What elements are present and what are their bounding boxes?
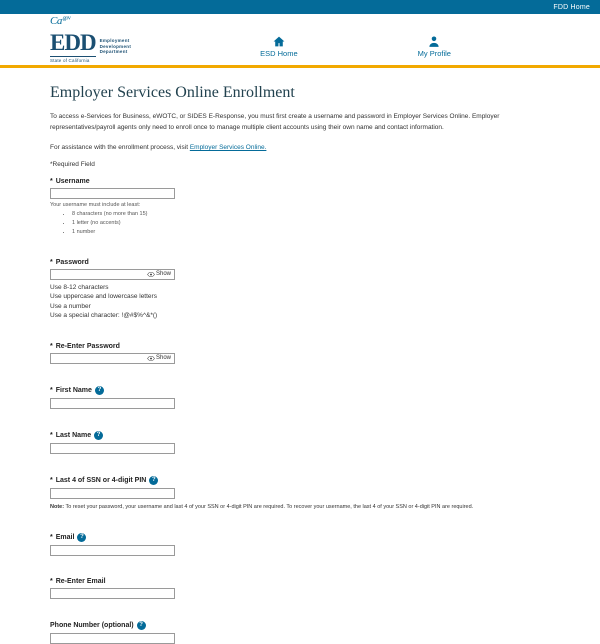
ssn-pin-note-text: To reset your password, your username and last 4 of your SSN or 4-digit PIN are required. To recover your username, the last 4 of your SSN or 4-digit PIN are required. <box>64 503 474 510</box>
password-label-text: Password <box>55 258 89 266</box>
email-label <box>50 533 550 542</box>
password-label <box>50 259 550 266</box>
reenter-password-input-wrapper[interactable] <box>50 353 175 364</box>
help-icon[interactable]: ? <box>149 476 158 485</box>
username-input[interactable] <box>50 188 175 199</box>
password-rule: Use a special character: !@#$%^&*() <box>50 312 158 320</box>
ssn-pin-required-asterisk: * <box>50 476 53 484</box>
eye-icon <box>147 356 154 361</box>
edd-logo-subtext <box>100 38 132 55</box>
home-icon <box>272 35 286 48</box>
reenter-password-required-asterisk: * <box>50 342 53 350</box>
field-phone-number <box>50 621 550 644</box>
password-required-asterisk: * <box>50 258 53 266</box>
username-rule: • 8 characters (no more than 15) <box>72 210 550 219</box>
ssn-pin-label <box>50 476 550 485</box>
nav-item-esd-home-label: ESD Home <box>260 49 298 58</box>
field-ssn-pin <box>50 476 550 511</box>
last-name-label-text: Last Name <box>55 431 92 439</box>
field-reenter-email <box>50 578 550 599</box>
nav-item-esd-home[interactable] <box>260 35 298 58</box>
help-icon[interactable]: ? <box>95 386 104 395</box>
field-password <box>50 259 550 321</box>
eye-icon <box>147 272 154 277</box>
edd-logo-sub-line3: Department <box>99 49 128 55</box>
email-label-text: Email <box>55 533 75 541</box>
username-hint: Your username must include at least: <box>50 202 141 209</box>
phone-number-label-text: Phone Number (optional) <box>50 621 134 629</box>
ssn-pin-note-bold: Note: <box>50 503 65 510</box>
assistance-line <box>50 144 550 151</box>
password-rules <box>50 283 550 321</box>
username-required-asterisk: * <box>50 178 53 186</box>
edd-logo[interactable] <box>50 31 131 63</box>
field-username <box>50 178 550 236</box>
ssn-pin-input[interactable] <box>50 488 175 499</box>
required-field-note <box>50 161 550 168</box>
edd-logo-sub-line2: Development <box>99 43 132 49</box>
last-name-input[interactable] <box>50 443 175 454</box>
username-rules-list <box>50 210 550 236</box>
edd-logo-sub-line1: Employment <box>99 38 130 44</box>
username-label <box>50 178 550 185</box>
ssn-pin-label-text: Last 4 of SSN or 4-digit PIN <box>55 476 147 484</box>
required-field-label: Required Field <box>52 161 95 169</box>
field-email <box>50 533 550 556</box>
ssn-pin-note <box>50 503 510 511</box>
email-input[interactable] <box>50 545 175 556</box>
required-asterisk: * <box>50 161 53 169</box>
field-first-name <box>50 386 550 409</box>
ca-gov-logo-suffix: .gov <box>61 15 71 22</box>
first-name-label <box>50 386 550 395</box>
edd-logo-mark: EDD <box>50 29 96 55</box>
password-show-toggle[interactable] <box>147 271 171 277</box>
utility-bar <box>0 0 600 14</box>
ca-gov-strip <box>0 14 600 28</box>
nav-item-my-profile-label: My Profile <box>417 49 451 58</box>
page-title: Employer Services Online Enrollment <box>50 84 295 101</box>
help-icon[interactable]: ? <box>77 533 86 542</box>
last-name-required-asterisk: * <box>50 431 53 439</box>
first-name-input[interactable] <box>50 398 175 409</box>
reenter-email-required-asterisk: * <box>50 577 53 585</box>
employer-services-online-link[interactable]: Employer Services Online. <box>189 144 267 152</box>
username-rule: • 1 number <box>72 228 550 237</box>
phone-number-input[interactable] <box>50 633 175 644</box>
username-rule: • 1 letter (no accents) <box>72 219 550 228</box>
site-header <box>0 28 600 68</box>
page-intro: To access e-Services for Business, eWOTC, or SIDES E-Response, you must first create a username and password in Employer Services Online. Employer representatives/payroll agents only need to enroll once to manage multiple client accounts using their own name and contact information. <box>50 113 500 131</box>
password-show-label: Show <box>155 271 171 278</box>
email-required-asterisk: * <box>50 533 53 541</box>
nav-item-my-profile[interactable] <box>418 35 451 58</box>
user-icon <box>427 35 441 48</box>
edd-logo-state: State of California <box>50 56 96 63</box>
reenter-password-show-label: Show <box>155 355 171 362</box>
username-label-text: Username <box>55 178 90 186</box>
help-icon[interactable]: ? <box>137 621 146 630</box>
assistance-prefix: For assistance with the enrollment process, visit <box>50 144 190 152</box>
reenter-password-label-text: Re-Enter Password <box>55 342 120 350</box>
reenter-email-input[interactable] <box>50 588 175 599</box>
first-name-required-asterisk: * <box>50 386 53 394</box>
password-rule: Use 8-12 characters <box>50 283 109 291</box>
password-rule: Use uppercase and lowercase letters <box>50 293 157 301</box>
fdd-home-link[interactable]: FDD Home <box>553 3 590 11</box>
password-rule: Use a number <box>50 302 91 310</box>
main-content <box>0 68 600 644</box>
reenter-password-label <box>50 343 550 350</box>
phone-number-label <box>50 621 550 630</box>
field-reenter-password <box>50 343 550 364</box>
main-nav <box>131 35 580 58</box>
ca-gov-logo-text: Ca <box>50 15 62 27</box>
first-name-label-text: First Name <box>55 386 92 394</box>
ca-gov-logo[interactable] <box>50 15 70 27</box>
password-input-wrapper[interactable] <box>50 269 175 280</box>
reenter-email-label <box>50 578 550 585</box>
field-last-name <box>50 431 550 454</box>
last-name-label <box>50 431 550 440</box>
reenter-password-show-toggle[interactable] <box>147 355 171 361</box>
help-icon[interactable]: ? <box>94 431 103 440</box>
reenter-email-label-text: Re-Enter Email <box>55 577 106 585</box>
